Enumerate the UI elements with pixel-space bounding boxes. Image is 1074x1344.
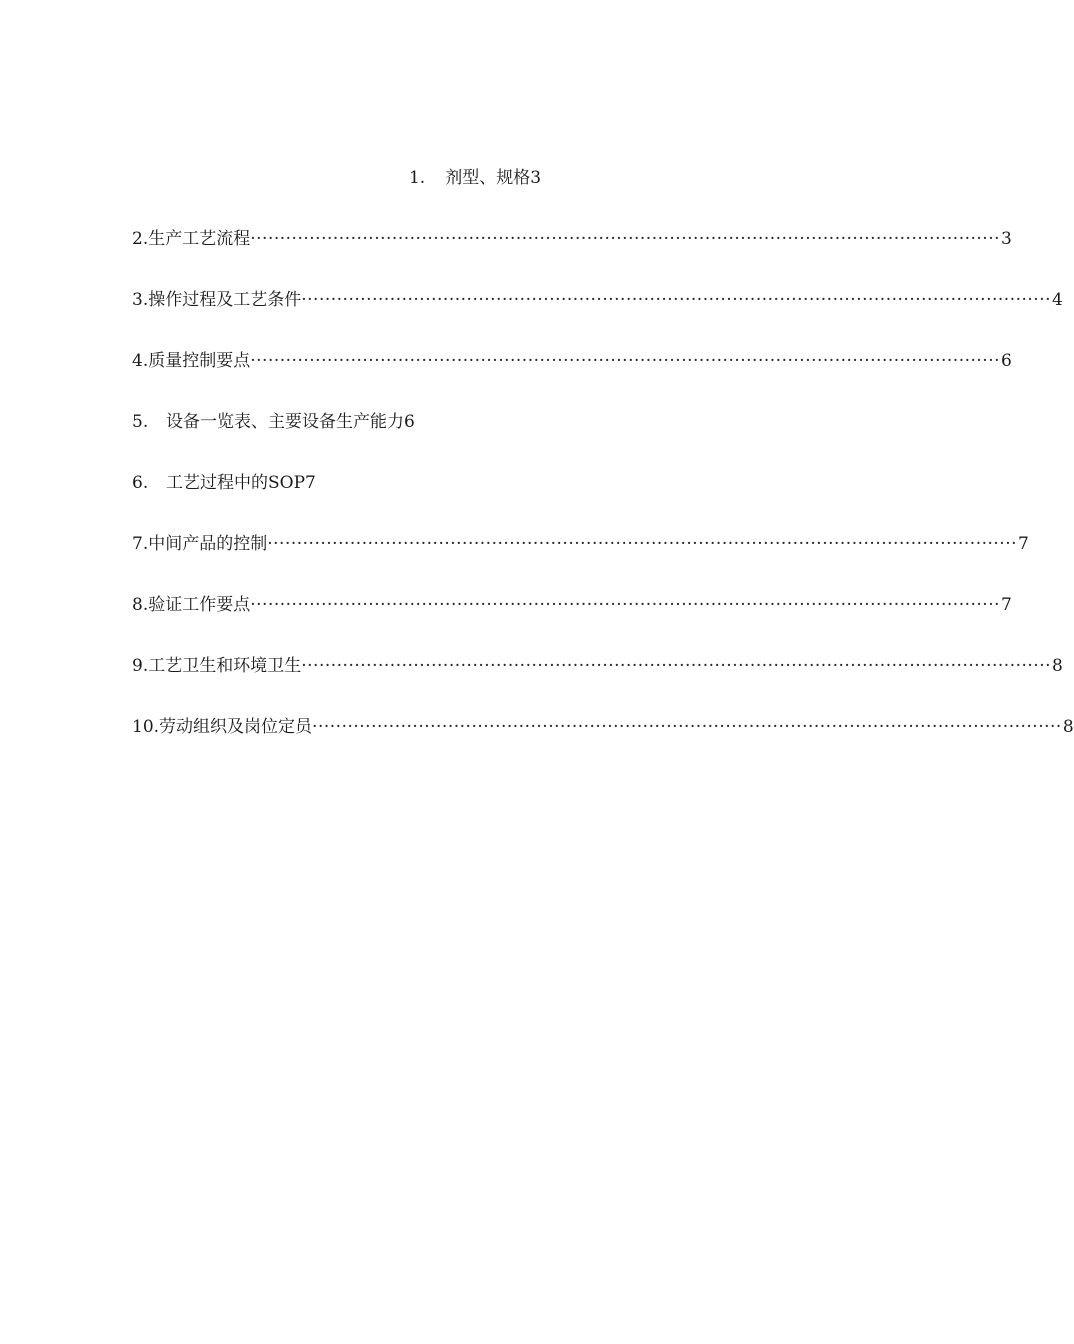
toc-page-number: 8 xyxy=(1062,717,1074,737)
toc-title: 工艺卫生和环境卫生 xyxy=(148,656,302,676)
toc-number: 2. xyxy=(132,229,149,249)
toc-title: 验证工作要点 xyxy=(148,595,251,615)
toc-number: 8. xyxy=(132,595,149,615)
toc-leader-dots: ······························································································································· xyxy=(250,229,1001,249)
toc-title: 操作过程及工艺条件 xyxy=(148,290,302,310)
toc-title: 工艺过程中的SOP xyxy=(166,473,306,493)
toc-entry-6 xyxy=(132,470,316,496)
toc-page-number: 4 xyxy=(1052,290,1063,310)
toc-entry-2 xyxy=(132,226,1012,252)
toc-leader-dots: ······························································································································· xyxy=(267,534,1018,554)
toc-title: 中间产品的控制 xyxy=(148,534,268,554)
toc-number: 1. xyxy=(408,168,426,188)
toc-entry-1 xyxy=(0,165,950,191)
toc-entry-8 xyxy=(132,592,1012,618)
toc-page-number: 7 xyxy=(1001,595,1012,615)
toc-number: 10. xyxy=(132,717,160,737)
toc-number: 7. xyxy=(132,534,149,554)
toc-title: 设备一览表、主要设备生产能力 xyxy=(166,412,404,432)
toc-page-number: 3 xyxy=(530,168,542,188)
toc-leader-dots: ······························································································································· xyxy=(250,351,1001,371)
toc-page-number: 7 xyxy=(1018,534,1029,554)
toc-leader-dots: ······························································································································· xyxy=(312,717,1062,737)
toc-page-number: 3 xyxy=(1001,229,1012,249)
toc-entry-9 xyxy=(132,653,1063,679)
toc-number: 4. xyxy=(132,351,149,371)
toc-title: 生产工艺流程 xyxy=(148,229,251,249)
toc-entry-5 xyxy=(132,409,415,435)
toc-entry-7 xyxy=(132,531,1029,557)
toc-entry-3 xyxy=(132,287,1063,313)
toc-number: 9. xyxy=(132,656,149,676)
toc-page-number: 8 xyxy=(1052,656,1063,676)
toc-title: 质量控制要点 xyxy=(148,351,251,371)
toc-number: 5. xyxy=(132,412,149,432)
toc-title: 剂型、规格 xyxy=(445,168,531,188)
toc-leader-dots: ······························································································································· xyxy=(301,290,1052,310)
toc-page-number: 6 xyxy=(404,412,415,432)
toc-leader-dots: ······························································································································· xyxy=(301,656,1052,676)
toc-entry-4 xyxy=(132,348,1012,374)
toc-number: 6. xyxy=(132,473,149,493)
toc-leader-dots: ······························································································································· xyxy=(250,595,1001,615)
toc-number: 3. xyxy=(132,290,149,310)
toc-page-number: 7 xyxy=(305,473,316,493)
toc-page-number: 6 xyxy=(1001,351,1012,371)
toc-title: 劳动组织及岗位定员 xyxy=(159,717,313,737)
toc-entry-10 xyxy=(132,714,1074,740)
